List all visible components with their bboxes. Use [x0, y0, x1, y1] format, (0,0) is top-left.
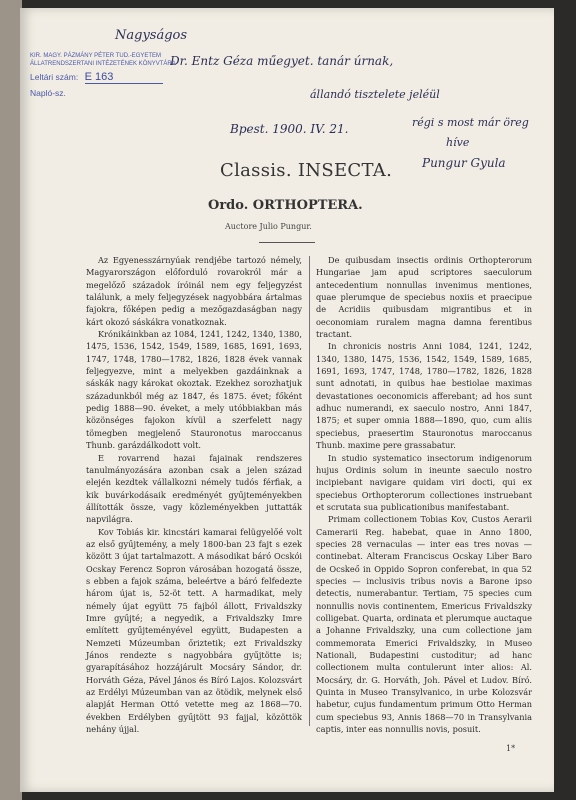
paragraph: Az Egyenesszárnyúak rendjébe tartozó némely, Magyarországon előforduló rovarokról már a megelőző századok íróinál nem egy feljegyzést találunk, a mely feljegyzések nagyobbára ártalmas fajokra, főképen pedig a mezőgazdaságban nagy kárt okozó sáskákra vonatkoznak.	[86, 255, 302, 327]
catalog-number-label: Leltári szám:	[30, 72, 79, 82]
author-line: Auctore Julio Pungur.	[225, 222, 312, 231]
paragraph: In chronicis nostris Anni 1084, 1241, 1242, 1340, 1380, 1475, 1536, 1542, 1549, 1589, 1685, 1691, 1693, 1747, 1748, 1780—1782, 1826, 1828 sunt adnotati, in quibus hae bestiolae maximas devastationes oeconomicis afferebant; ad hos sunt adhuc numerandi, ex saeculo nostro, Anni 1847, 1875; et super omnia 1888—1890, quo, cum aliis speciebus, praesertim Stauronotus maroccanus Thunb. maxime pere grassabatur.	[316, 341, 532, 451]
title-rule	[259, 242, 315, 243]
journal-number-row	[30, 87, 200, 99]
page-marker: 1*	[506, 744, 516, 753]
previous-page-edge	[0, 0, 22, 800]
latin-column	[316, 254, 532, 735]
column-divider	[309, 256, 310, 726]
stamp-line-1: KIR. MAGY. PÁZMÁNY PÉTER TUD.-EGYETEM	[30, 53, 162, 59]
paragraph: In studio systematico insectorum indigenorum hujus Ordinis solum in ineunte saeculo nostro incipiebant navigare quidam viri docti, qui ex speciebus Orthopterorum collectiones instruebant et scrutata sua publicationibus manifestabant.	[316, 452, 532, 512]
paragraph: Primam collectionem Tobias Kov, Custos Aerarii Camerarii Reg. habebat, quae in Anno 1800, species 28 vernaculas — inter eas tres novas — continebat. Alteram Franciscus Ocskay Liber Baro de Ocskeő in Oppido Sopron conferebat, in qua 52 species — inclusivis tribus novis a Barone ipso detectis, numerabantur. Tertiam, 75 species cum nonnullis novis continentem, Emericus Frivaldszky colligebat. Quarta, ordinata et plerumque auctaque a Johanne Frivaldszky, una cum collectione jam commemorata Emerici Frivaldszky, in Museo Nationali, Budapestini custoditur; ad hanc collectionem multa contulerunt inter alios: Al. Mocsáry, dr. G. Horváth, Joh. Pável et Ludov. Bíró. Quinta in Museo Transylvanico, in urbe Kolozsvár habetur, cujus fundamentum primum Otto Herman cum speciebus 93, Annis 1868—70 in Transylvania captis, inter eas nonnullis novis, posuit.	[316, 514, 532, 735]
dedication-date: Bpest. 1900. IV. 21.	[230, 122, 349, 136]
dedication-line-1: Nagyságos	[115, 28, 188, 43]
catalog-number-value: E 163	[85, 71, 163, 84]
stamp-line-2: ÁLLATRENDSZERTANI INTÉZETÉNEK KÖNYVTÁRA	[30, 61, 176, 67]
class-title: Classis. INSECTA.	[220, 160, 393, 181]
paragraph: De quibusdam insectis ordinis Orthopterorum Hungariae jam apud scriptores saeculorum antecedentium nonnullas invenimus mentiones, quae plerumque de speciebus noxiis et praecipue de Acridiis quibusdam migrantibus et in oeconomiam ruralem magna damna ferentibus tractant.	[316, 255, 532, 340]
handwritten-signature: Pungur Gyula	[422, 156, 506, 170]
journal-number-label: Napló-sz.	[30, 88, 66, 98]
hungarian-column	[86, 254, 302, 735]
order-title: Ordo. ORTHOPTERA.	[208, 198, 363, 213]
dedication-line-5: híve	[446, 136, 470, 149]
paragraph: Krónikáinkban az 1084, 1241, 1242, 1340, 1380, 1475, 1536, 1542, 1549, 1589, 1685, 1691, 1693, 1747, 1748, 1780—1782, 1826, 1828 évek vannak feljegyezve, mint a melyekben gazdáinknak a sáskák nagy károkat okoztak. Ezekhez sorozhatjuk századunkból még az 1847, és 1875. évet; főként pedig 1888—90. éveket, a mely utóbbiakban más közönséges fajokon kívül a szerfelett nagy tömegben megjelenő Stauronotus maroccanus Thunb. garázdálkodott volt.	[86, 329, 302, 451]
document-page	[20, 8, 554, 792]
catalog-number-row	[30, 71, 200, 84]
dedication-line-4: régi s most már öreg	[412, 116, 529, 129]
dedication-line-3: állandó tisztelete jeléül	[310, 88, 440, 101]
paragraph: E rovarrend hazai fajainak rendszeres tanulmányozására azonban csak a jelen század elején kezdtek vállalkozni némely tudós férfiak, a kik buvárkodásaik eredményét gyűjteményekben állították össze, vagy közleményekben juttatták napvilágra.	[86, 452, 302, 525]
paragraph: Kov Tobiás kir. kincstári kamarai felügyelőé volt az első gyűjtemény, a mely 1800-ban 23 fajt s ezek között 3 újat tartalmazott. A másodikat báró Ocskói Ocskay Ferencz Sopron városában hozogatá össze, s ebben a fajok száma, beleértve a báró felfedezte három újat is, 52-öt tett. A harmadikat, mely némely újat együtt 75 fajból állott, Frivaldszky Imre gyűjté; a negyedik, a Frivaldszky Imre említett gyűjteményével együtt, Budapesten a Nemzeti Múzeumban őriztetik; ezt Frivaldszky János rendezte s nagyobbára gyűjtötte is; gyarapításához hozzájárult Mocsáry Sándor, dr. Horváth Géza, Pável János és Bíró Lajos. Kolozsvárt az Erdélyi Múzeumban van az ötödik, melynek első alapját Herman Ottó vetette meg az 1868—70. években Erdélyben gyűjtött 93 fajjal, közöttök nehány újjal.	[86, 526, 302, 735]
dedication-line-2: Dr. Entz Géza műegyet. tanár úrnak,	[170, 54, 394, 68]
